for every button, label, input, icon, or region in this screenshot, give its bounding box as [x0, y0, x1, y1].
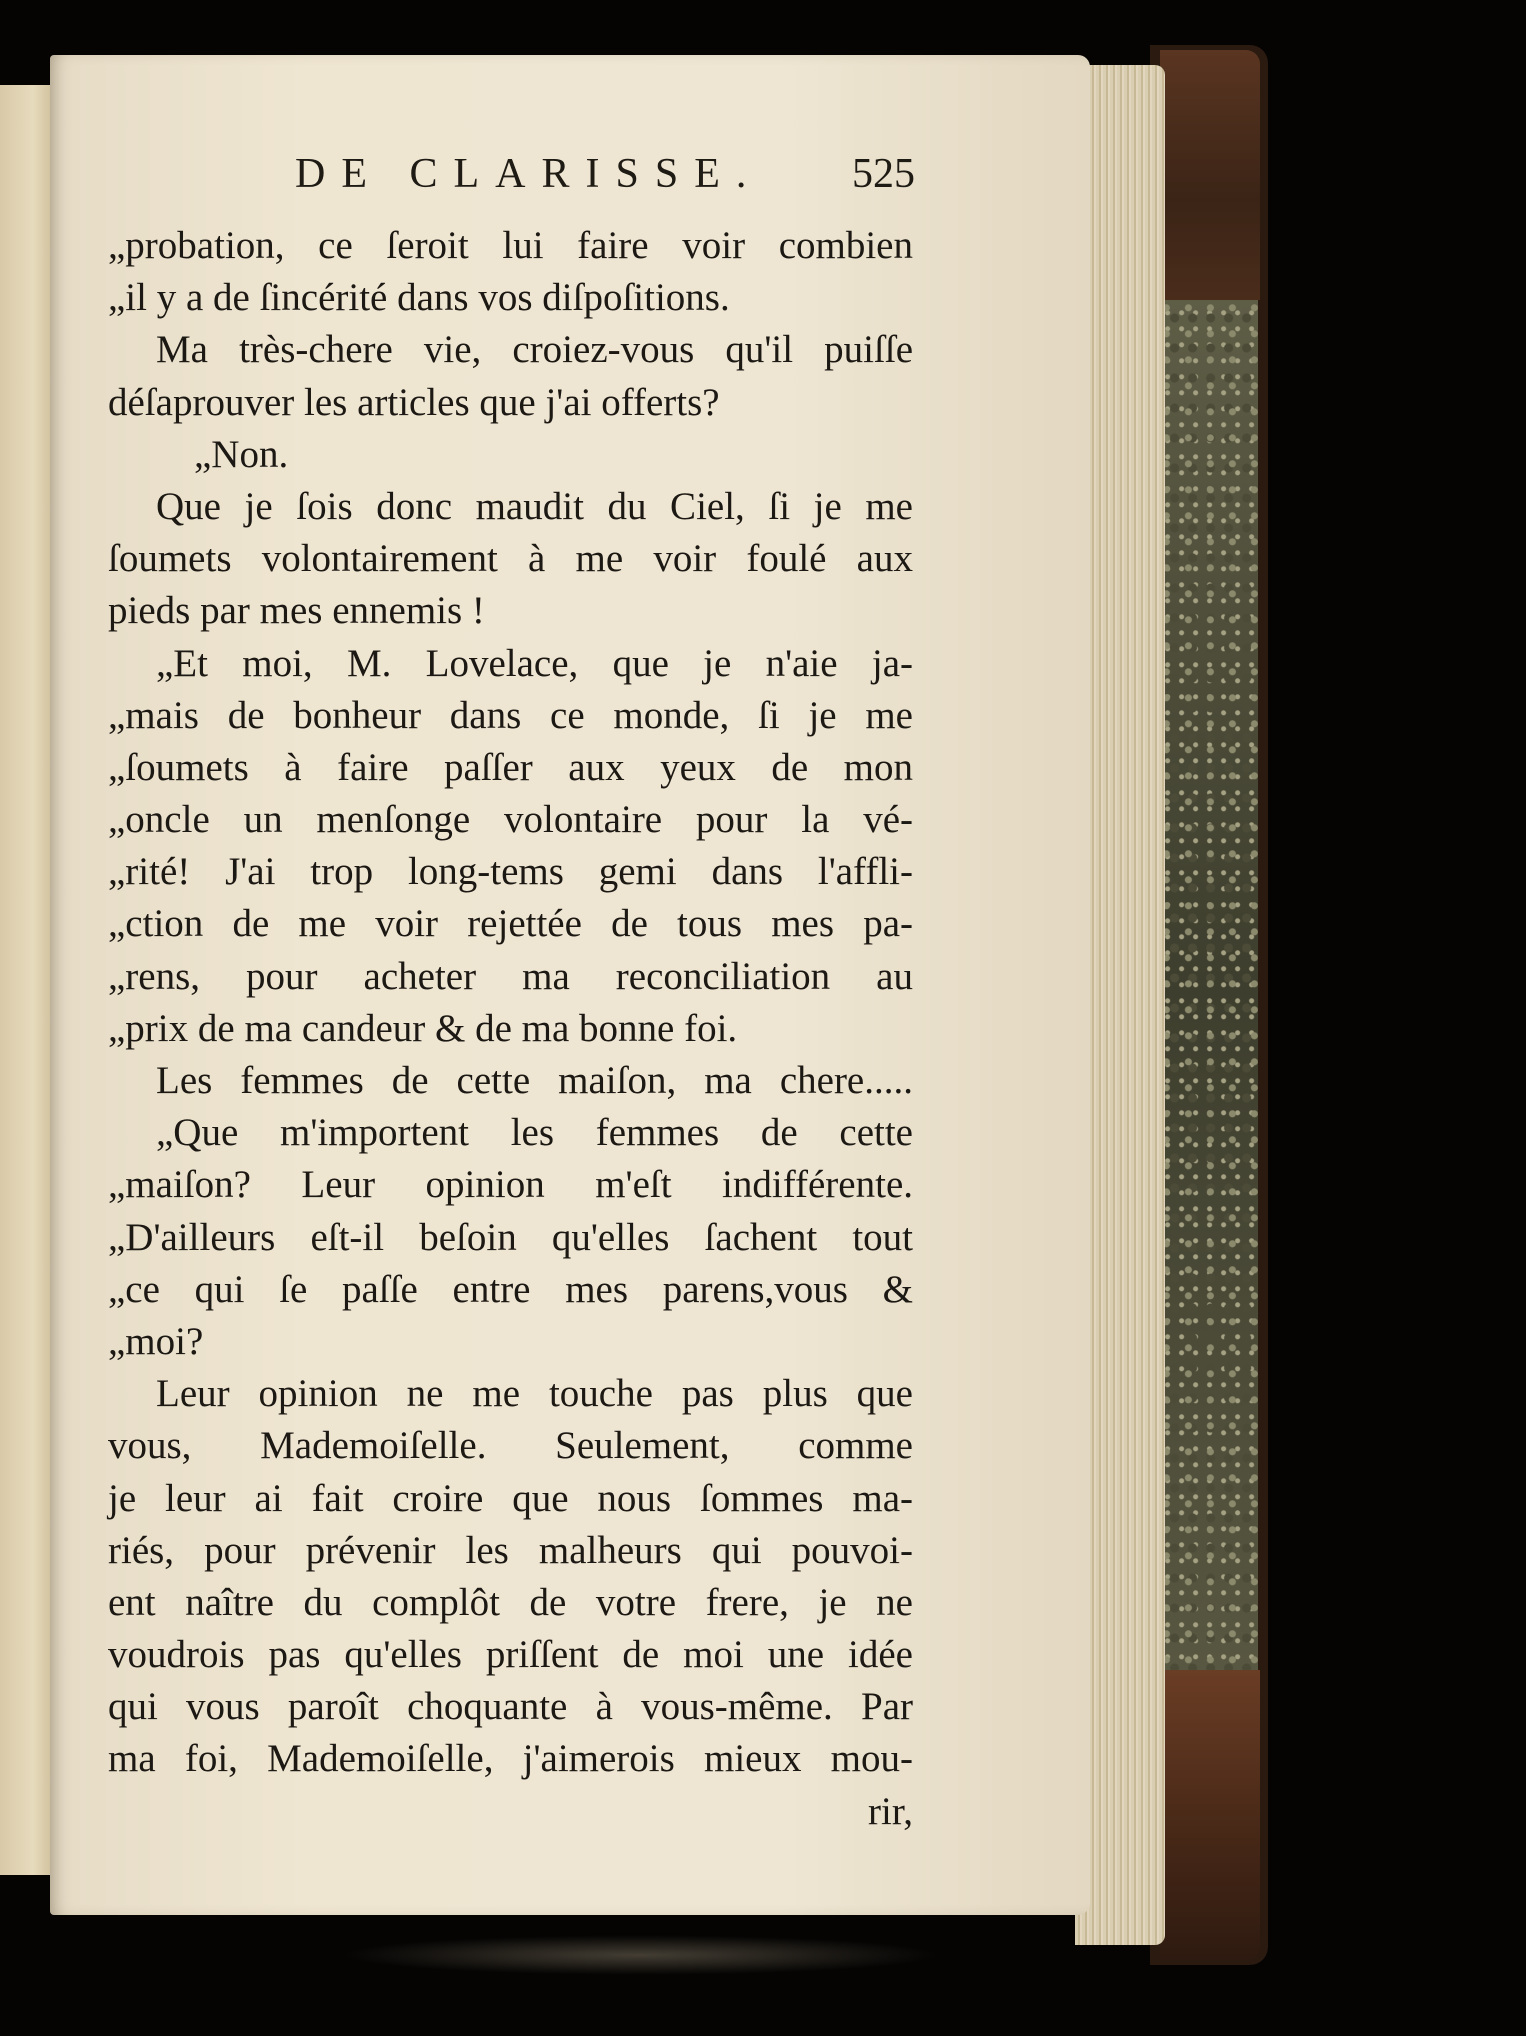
text-line: „rens, pour acheter ma reconciliation au [108, 954, 913, 998]
text-line: „il y a de ſincérité dans vos diſpoſitions. [108, 276, 730, 320]
text-line: Ma très-chere vie, croiez-vous qu'il puiſſe [156, 328, 913, 372]
cover-leather-top [1160, 50, 1260, 300]
page-number: 525 [852, 151, 915, 197]
text-line: voudrois pas qu'elles priſſent de moi une idée [108, 1633, 913, 1677]
text-line: „ſoumets à faire paſſer aux yeux de mon [108, 745, 913, 789]
text-line: „Et moi, M. Lovelace, que je n'aie ja- [156, 641, 913, 685]
text-line: „rité! J'ai trop long-tems gemi dans l'affli- [108, 850, 913, 894]
text-line: „ce qui ſe paſſe entre mes parens,vous & [108, 1267, 913, 1311]
text-line: „D'ailleurs eſt-il beſoin qu'elles ſachent tout [108, 1215, 913, 1259]
page-bottom-shadow [340, 1935, 940, 1975]
text-line: Que je ſois donc maudit du Ciel, ſi je me [156, 484, 913, 528]
text-line: „oncle un menſonge volontaire pour la vé- [108, 798, 913, 842]
running-title: DE CLARISSE. [295, 151, 763, 197]
text-line: „probation, ce ſeroit lui faire voir combien [108, 224, 913, 267]
cover-leather-bottom [1160, 1670, 1260, 1960]
text-line: riés, pour prévenir les malheurs qui pouvoi- [108, 1528, 913, 1572]
text-line: ma foi, Mademoiſelle, j'aimerois mieux mou- [108, 1737, 913, 1781]
text-line: „ction de me voir rejettée de tous mes pa- [108, 902, 913, 946]
text-line: „mais de bonheur dans ce monde, ſi je me [108, 693, 913, 737]
cover-marbled-paper [1162, 300, 1258, 1670]
text-line: „Que m'importent les femmes de cette [156, 1111, 913, 1155]
page-header [295, 150, 915, 210]
text-line: pieds par mes ennemis ! [108, 589, 485, 633]
text-line: vous, Mademoiſelle. Seulement, comme [108, 1424, 913, 1468]
text-line: Les femmes de cette maiſon, ma chere..... [156, 1059, 913, 1102]
text-line: „Non. [194, 432, 289, 476]
catchword: rir, [868, 1789, 913, 1833]
text-line: je leur ai fait croire que nous ſommes ma- [108, 1476, 913, 1520]
text-line: „moi? [108, 1319, 204, 1363]
body-text [108, 220, 913, 1838]
text-line: qui vous paroît choquante à vous-même. Par [108, 1685, 913, 1729]
text-line: Leur opinion ne me touche pas plus que [156, 1372, 913, 1416]
text-line: ent naître du complôt de votre frere, je ne [108, 1580, 913, 1624]
text-line: „prix de ma candeur & de ma bonne foi. [108, 1006, 738, 1050]
left-page-edge [0, 85, 55, 1875]
text-line: „maiſon? Leur opinion m'eſt indifférente. [108, 1163, 913, 1207]
text-line: ſoumets volontairement à me voir foulé aux [108, 537, 913, 581]
text-line: déſaprouver les articles que j'ai offerts? [108, 380, 720, 424]
